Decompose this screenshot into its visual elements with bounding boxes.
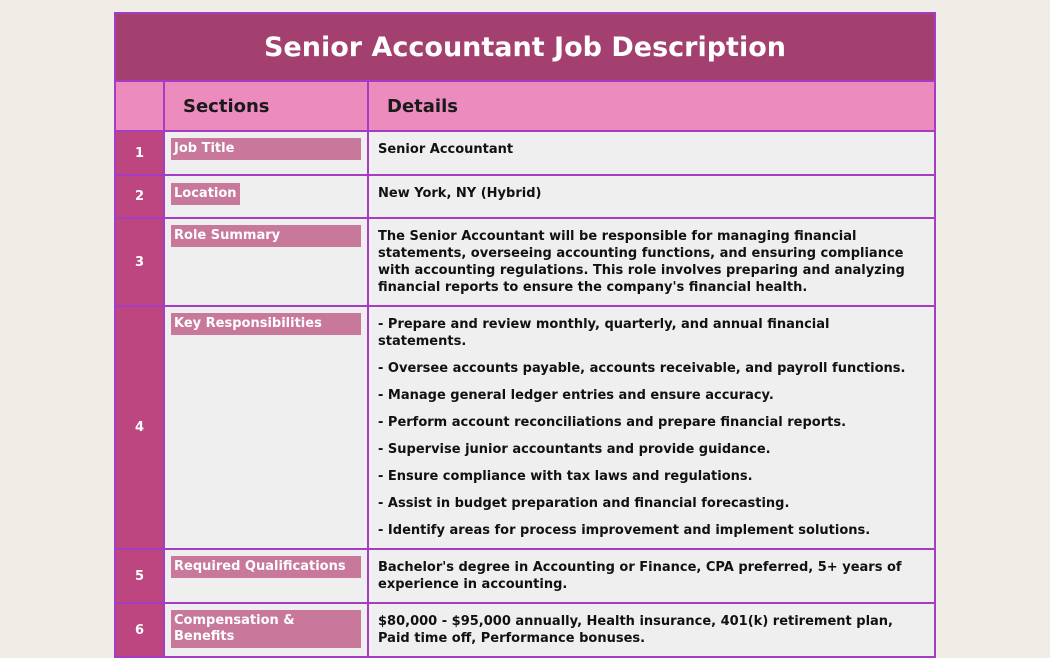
list-item: - Supervise junior accountants and provide guidance. — [378, 442, 771, 457]
section-cell — [164, 603, 368, 656]
section-label-key-responsibilities: Key Responsibilities — [171, 313, 361, 335]
document-title: Senior Accountant Job Description — [116, 14, 934, 82]
table-row-compensation-benefits — [116, 603, 934, 656]
header-sections: Sections — [164, 82, 368, 131]
section-cell — [164, 131, 368, 175]
header-details: Details — [368, 82, 934, 131]
list-item: - Identify areas for process improvement and implement solutions. — [378, 523, 871, 538]
section-cell — [164, 218, 368, 306]
section-label-location: Location — [171, 183, 240, 205]
table-row-required-qualifications — [116, 549, 934, 603]
row-number: 6 — [116, 603, 164, 656]
job-description-document — [114, 12, 936, 658]
responsibilities-list — [378, 316, 920, 539]
section-cell — [164, 549, 368, 603]
section-label-compensation-benefits: Compensation & Benefits — [171, 610, 361, 648]
table-row-role-summary — [116, 218, 934, 306]
row-number: 2 — [116, 175, 164, 218]
section-label-required-qualifications: Required Qualifications — [171, 556, 361, 578]
row-number: 4 — [116, 306, 164, 549]
row-number: 5 — [116, 549, 164, 603]
detail-compensation-benefits: $80,000 - $95,000 annually, Health insurance, 401(k) retirement plan, Paid time off, Performance bonuses. — [368, 603, 934, 656]
detail-job-title: Senior Accountant — [368, 131, 934, 175]
detail-required-qualifications: Bachelor's degree in Accounting or Finance, CPA preferred, 5+ years of experience in accounting. — [368, 549, 934, 603]
detail-location: New York, NY (Hybrid) — [368, 175, 934, 218]
row-number: 3 — [116, 218, 164, 306]
list-item: - Oversee accounts payable, accounts receivable, and payroll functions. — [378, 361, 906, 376]
table-row-key-responsibilities — [116, 306, 934, 549]
list-item: - Ensure compliance with tax laws and regulations. — [378, 469, 753, 484]
list-item: - Manage general ledger entries and ensure accuracy. — [378, 388, 774, 403]
detail-key-responsibilities — [368, 306, 934, 549]
section-cell — [164, 306, 368, 549]
table-row-job-title — [116, 131, 934, 175]
row-number: 1 — [116, 131, 164, 175]
list-item: - Prepare and review monthly, quarterly, and annual financial statements. — [378, 317, 830, 349]
section-cell — [164, 175, 368, 218]
detail-role-summary: The Senior Accountant will be responsible for managing financial statements, overseeing accounting functions, and ensuring compliance with accounting regulations. This role involves preparing and analyzing financial reports to ensure the company's financial health. — [368, 218, 934, 306]
table-header-row — [116, 82, 934, 131]
section-label-role-summary: Role Summary — [171, 225, 361, 247]
header-number-cell — [116, 82, 164, 131]
list-item: - Assist in budget preparation and financial forecasting. — [378, 496, 790, 511]
job-description-table — [116, 82, 934, 656]
list-item: - Perform account reconciliations and prepare financial reports. — [378, 415, 847, 430]
table-row-location — [116, 175, 934, 218]
section-label-job-title: Job Title — [171, 138, 361, 160]
